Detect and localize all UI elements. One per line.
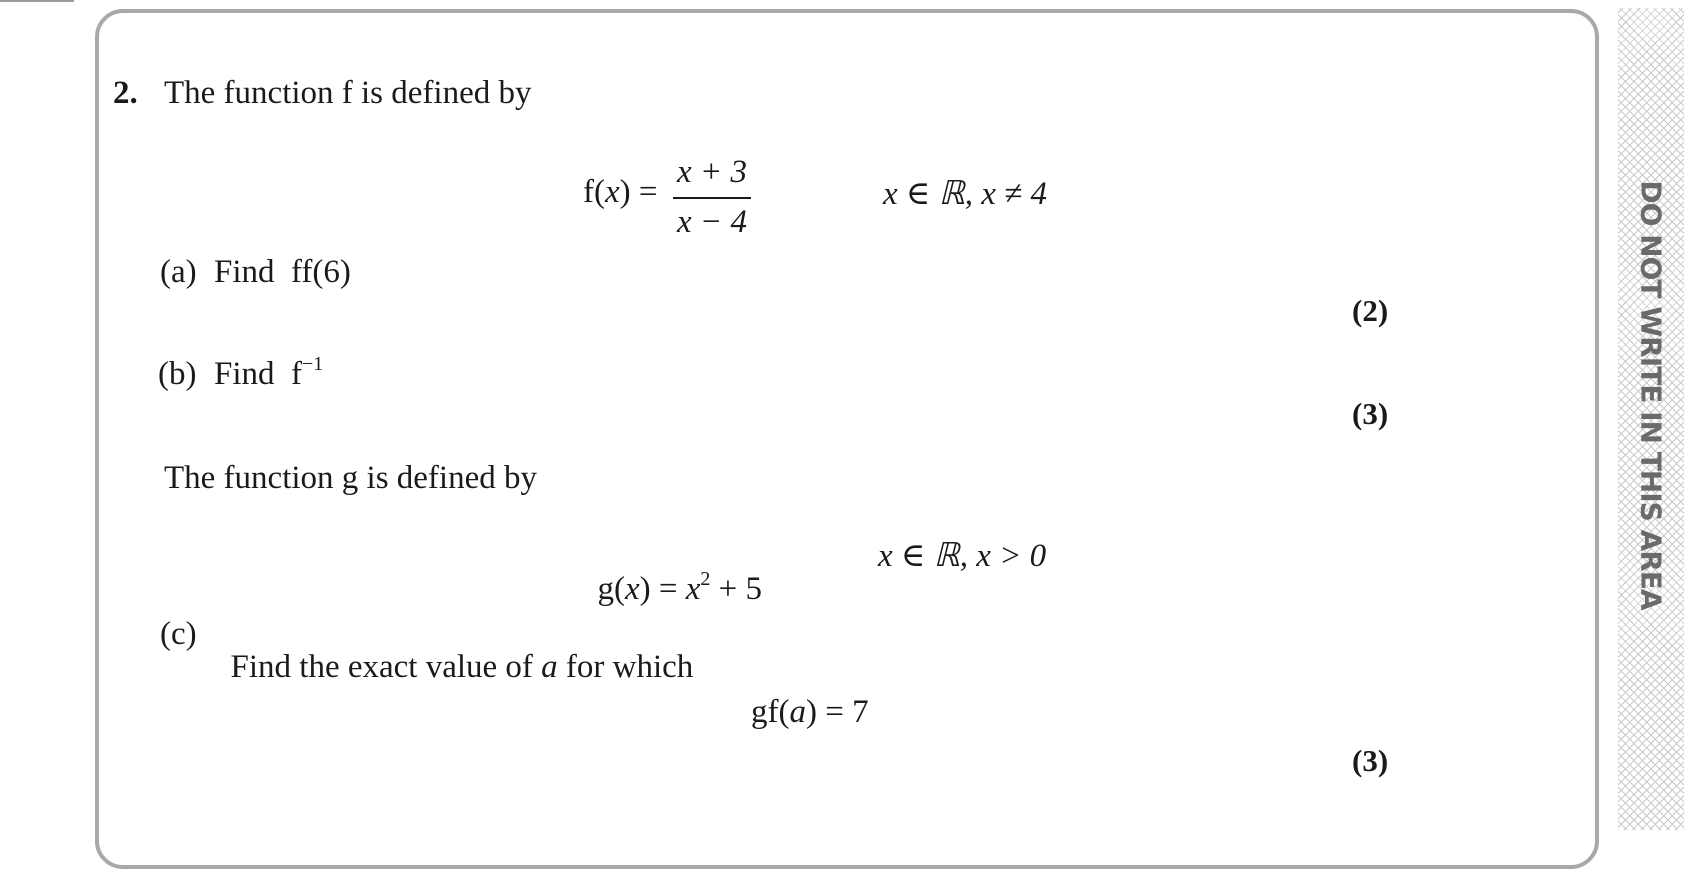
do-not-write-notice: DO NOT WRITE IN THIS AREA	[1634, 180, 1668, 610]
f-numerator: x + 3	[677, 154, 747, 190]
part-c-marks: (3)	[1352, 743, 1389, 778]
inverse-superscript: −1	[302, 353, 324, 375]
g-definition: $g(x) = x^2 + 5$	[597, 568, 763, 607]
f-domain: x ∈ ℝ, x ≠ 4	[883, 176, 1047, 212]
question-number: 2.	[113, 75, 138, 111]
part-a-marks: (2)	[1352, 293, 1389, 328]
part-c-equation: gf(a) = 7	[751, 694, 869, 730]
g-intro-text: The function g is defined by	[164, 460, 537, 496]
part-a-label: (a)	[160, 254, 197, 290]
g-domain: x ∈ ℝ, x > 0	[878, 538, 1047, 574]
corner-rule	[0, 0, 74, 2]
f-definition-lhs: f(x) =	[583, 174, 658, 210]
part-b-label: (b)	[158, 356, 197, 392]
part-b-text: Find $f^{-1}$	[214, 353, 324, 392]
part-a-text: Find ff(6)	[214, 254, 351, 290]
part-c-text: Find the exact value of a for which	[230, 649, 694, 685]
question-frame	[95, 9, 1599, 869]
f-denominator: x − 4	[677, 204, 747, 240]
f-intro-text: The function f is defined by	[164, 75, 532, 111]
fraction-bar	[673, 197, 751, 199]
part-c-label: (c)	[160, 616, 197, 652]
f-fraction	[673, 156, 751, 239]
part-b-marks: (3)	[1352, 396, 1389, 431]
